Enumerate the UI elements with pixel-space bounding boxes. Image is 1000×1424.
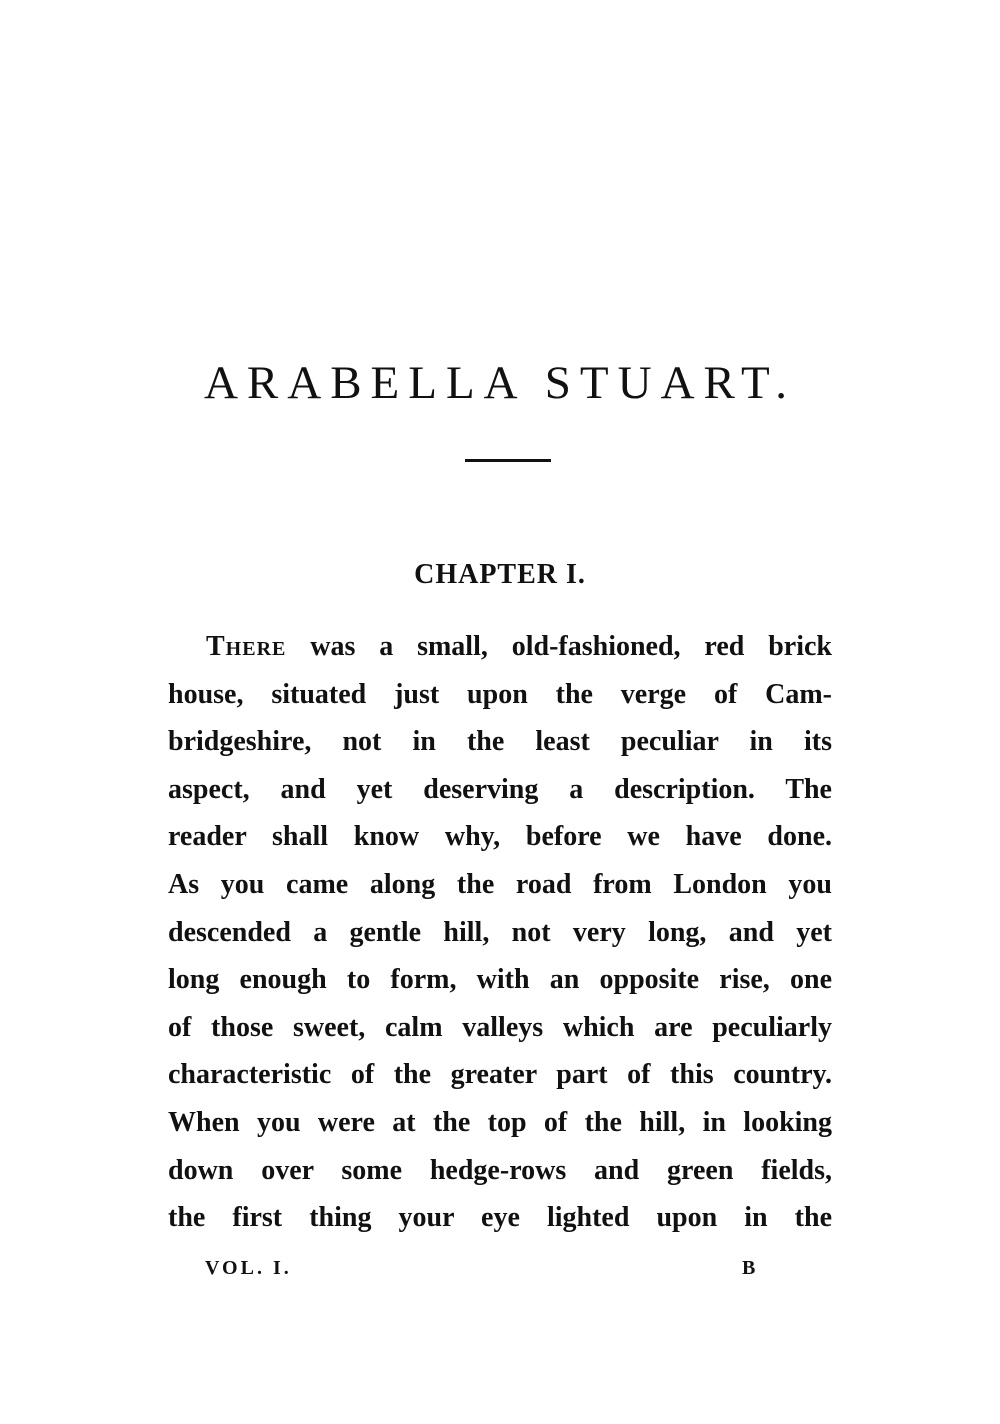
text-line: aspect, and yet deserving a description. The [168,773,832,805]
chapter-heading: CHAPTER I. [414,559,586,591]
text-line: down over some hedge-rows and green fields, [168,1154,832,1186]
text-line [168,623,832,671]
text-line: of those sweet, calm valleys which are peculiarly [168,1011,832,1043]
text-line: When you were at the top of the hill, in looking [168,1106,832,1138]
text-line: long enough to form, with an opposite rise, one [168,964,832,996]
text-line: descended a gentle hill, not very long, and yet [168,916,832,948]
page-footer [0,1253,1000,1283]
first-line-text: was a small, old-fashioned, red brick [310,631,833,662]
book-title: ARABELLA STUART. [203,357,797,410]
text-line: house, situated just upon the verge of Cam- [168,678,832,710]
chapter-paragraph [168,623,832,1242]
text-line: As you came along the road from London you [168,868,832,900]
text-line: the first thing your eye lighted upon in the [168,1202,832,1234]
text-line: bridgeshire, not in the least peculiar in its [168,726,832,758]
opening-word: There [206,631,287,662]
title-rule-divider [465,459,551,462]
text-line: reader shall know why, before we have done. [168,821,832,853]
text-line: characteristic of the greater part of this country. [168,1059,832,1091]
volume-label: VOL. I. [205,1257,292,1279]
signature-mark: B [742,1257,756,1279]
